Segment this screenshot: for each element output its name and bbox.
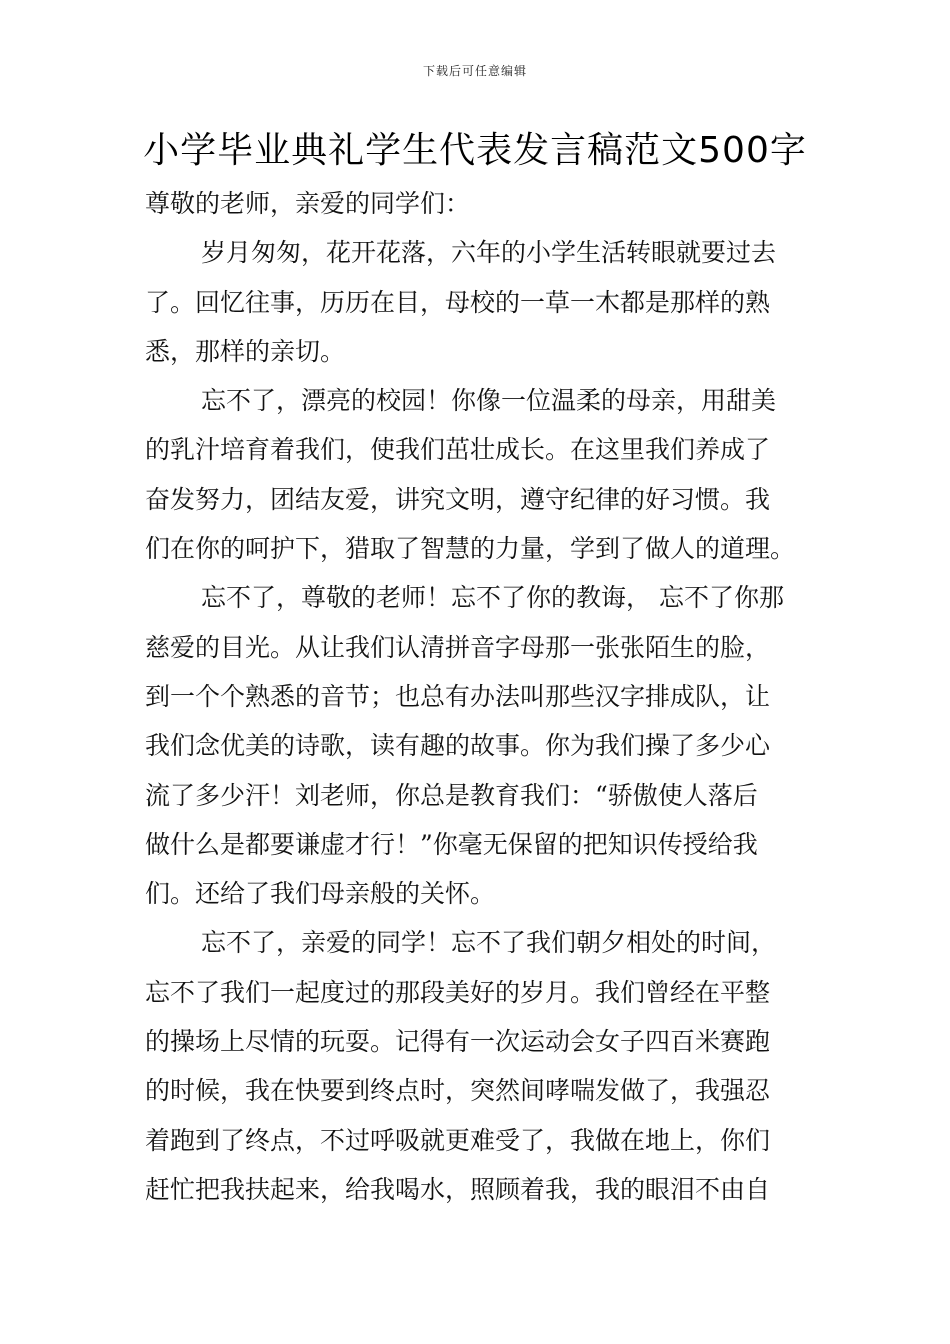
body-line: 慈爱的目光。从让我们认清拼音字母那一张张陌生的脸，: [145, 632, 771, 662]
body-line: 们。还给了我们母亲般的关怀。: [145, 879, 496, 909]
header-note: 下载后可任意编辑: [422, 64, 527, 78]
body-line: 忘不了，亲爱的同学！忘不了我们朝夕相处的时间，: [201, 928, 777, 958]
body-line: 忘不了，漂亮的校园！你像一位温柔的母亲，用甜美: [201, 386, 777, 416]
body-line: 的操场上尽情的玩耍。记得有一次运动会女子四百米赛跑: [145, 1027, 771, 1057]
body-line: 流了多少汗！刘老师，你总是教育我们：“骄傲使人落后: [145, 780, 758, 810]
body-line: 着跑到了终点，不过呼吸就更难受了，我做在地上，你们: [145, 1125, 771, 1155]
body-line: 忘不了我们一起度过的那段美好的岁月。我们曾经在平整: [145, 977, 771, 1007]
body-line: 们在你的呵护下，猎取了智慧的力量，学到了做人的道理。: [145, 534, 796, 564]
document-body: [145, 179, 810, 1214]
body-line: 赶忙把我扶起来，给我喝水，照顾着我，我的眼泪不由自: [145, 1174, 771, 1204]
body-line: 尊敬的老师，亲爱的同学们：: [145, 189, 471, 218]
body-line: 奋发努力，团结友爱，讲究文明，遵守纪律的好习惯。我: [145, 484, 771, 514]
body-line: 做什么是都要谦虚才行！”你毫无保留的把知识传授给我: [145, 829, 758, 859]
body-line: 忘不了，尊敬的老师！忘不了你的教诲， 忘不了你那: [201, 583, 784, 613]
body-line: 到一个个熟悉的音节；也总有办法叫那些汉字排成队，让: [145, 681, 771, 711]
document-title: 小学毕业典礼学生代表发言稿范文500字: [143, 130, 807, 171]
body-line: 我们念优美的诗歌，读有趣的故事。你为我们操了多少心: [145, 731, 771, 761]
body-line: 的时候，我在快要到终点时，突然间哮喘发做了，我强忍: [145, 1076, 771, 1106]
body-line: 了。回忆往事，历历在目，母校的一草一木都是那样的熟: [145, 287, 771, 317]
body-line: 岁月匆匆，花开花落，六年的小学生活转眼就要过去: [201, 238, 777, 268]
body-line: 悉，那样的亲切。: [145, 336, 346, 366]
body-line: 的乳汁培育着我们，使我们茁壮成长。在这里我们养成了: [145, 435, 771, 465]
